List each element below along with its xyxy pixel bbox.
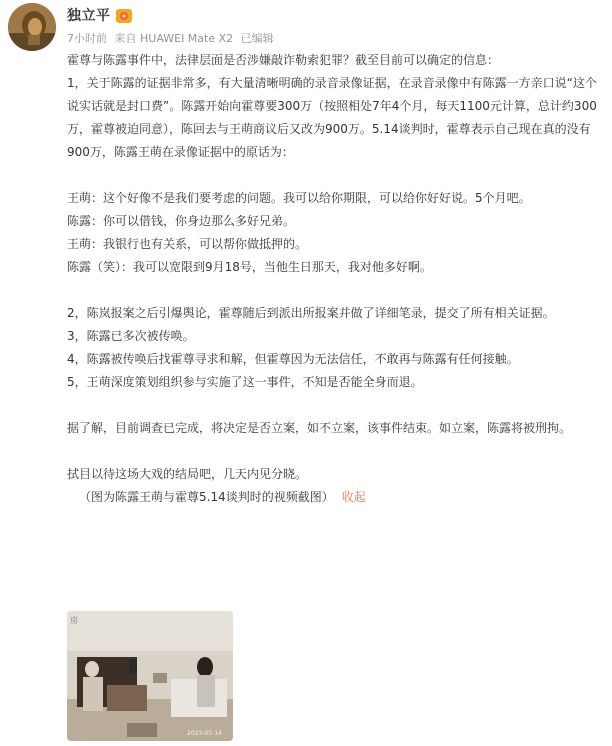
post-body bbox=[67, 49, 607, 509]
paragraph: 王萌：我银行也有关系，可以帮你做抵押的。 bbox=[67, 237, 308, 251]
collapse-link[interactable]: 收起 bbox=[341, 490, 366, 504]
edited-label[interactable]: 已编辑 bbox=[240, 32, 274, 45]
thumbnail-timestamp: 2023-05-14 bbox=[187, 730, 222, 737]
gold-medal-icon[interactable] bbox=[116, 8, 132, 22]
paragraph: 3，陈露已多次被传唤。 bbox=[67, 329, 195, 343]
post-meta bbox=[67, 30, 278, 46]
paragraph: 据了解，目前调查已完成，将决定是否立案，如不立案，该事件结束。如立案，陈露将被刑拘。 bbox=[67, 421, 572, 435]
paragraph: 霍尊与陈露事件中，法律层面是否涉嫌敲诈勒索犯罪？截至目前可以确定的信息： bbox=[67, 53, 500, 67]
paragraph: 1，关于陈露的证据非常多，有大量清晰明确的录音录像证据，在录音录像中有陈露一方亲口说“这个说实话就是封口费”。陈露开始向霍尊要300万（按照相处7年4个月，每天1100元计算，总计约300万，霍尊被迫同意），陈回去与王萌商议后又改为900万。5.14谈判时，霍尊表示自己现在真的没有900万，陈露王萌在录像证据中的原话为： bbox=[67, 76, 597, 159]
paragraph: 王萌：这个好像不是我们要考虑的问题。我可以给你期限，可以给你好好说。5个月吧。 bbox=[67, 191, 531, 205]
post-time[interactable]: 7小时前 bbox=[67, 32, 107, 45]
paragraph: 5，王萌深度策划组织参与实施了这一事件，不知是否能全身而退。 bbox=[67, 375, 423, 389]
thumbnail-corner-text: 房 bbox=[70, 616, 78, 625]
blank-line bbox=[67, 394, 607, 417]
paragraph: 陈露：你可以借钱，你身边那么多好兄弟。 bbox=[67, 214, 296, 228]
image-caption: （图为陈露王萌与霍尊5.14谈判时的视频截图） bbox=[79, 490, 334, 504]
caption-line bbox=[67, 486, 607, 509]
avatar[interactable] bbox=[8, 3, 56, 51]
paragraph: 陈露（笑）：我可以宽限到9月18号，当他生日那天，我对他多好啊。 bbox=[67, 260, 432, 274]
blank-line bbox=[67, 440, 607, 463]
blank-line bbox=[67, 279, 607, 302]
video-screenshot-thumbnail[interactable] bbox=[67, 611, 233, 741]
post-source: 来自 HUAWEI Mate X2 bbox=[114, 32, 234, 45]
author-name[interactable]: 独立平 bbox=[67, 8, 111, 24]
paragraph: 4，陈露被传唤后找霍尊寻求和解，但霍尊因为无法信任，不敢再与陈露有任何接触。 bbox=[67, 352, 519, 366]
paragraph: 2，陈岚报案之后引爆舆论，霍尊随后到派出所报案并做了详细笔录，提交了所有相关证据。 bbox=[67, 306, 555, 320]
lion-avatar-image bbox=[8, 3, 56, 51]
blank-line bbox=[67, 164, 607, 187]
paragraph: 拭目以待这场大戏的结局吧，几天内见分晓。 bbox=[67, 467, 308, 481]
